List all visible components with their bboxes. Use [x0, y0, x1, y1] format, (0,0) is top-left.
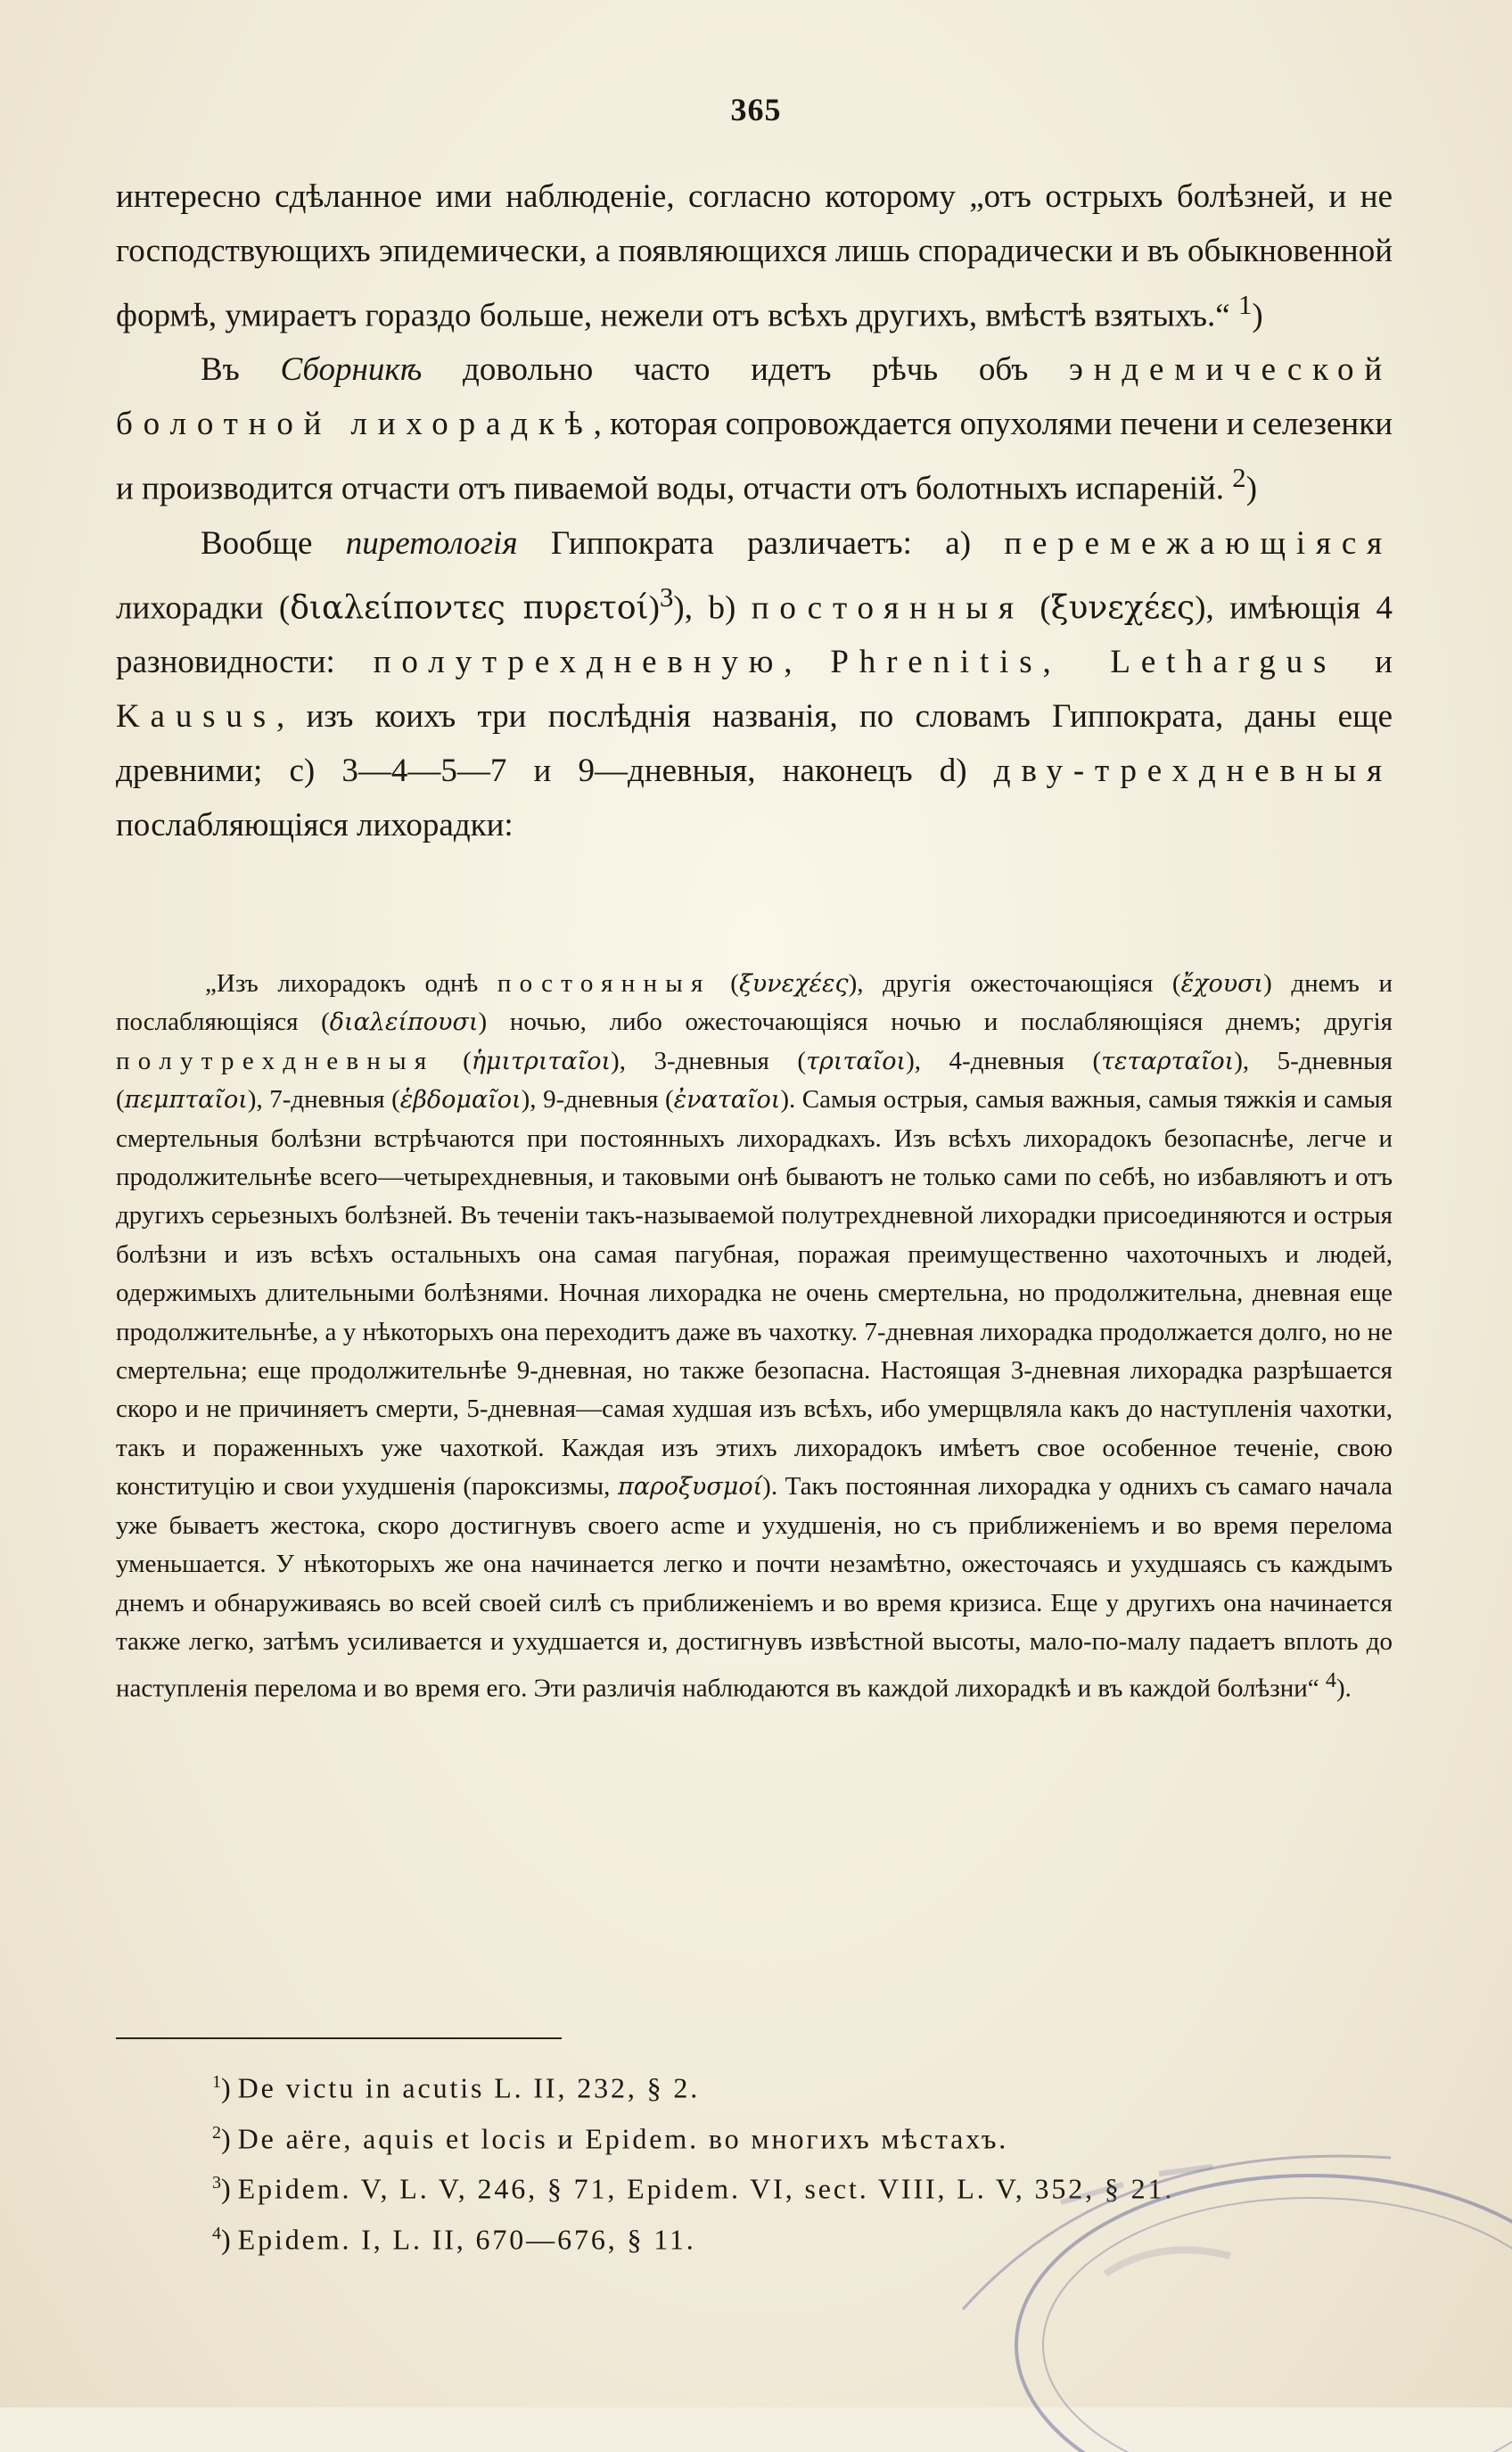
- quote-segment: ἔχουσι: [1180, 970, 1264, 998]
- quote-segment: ), другія ожесточающіяся (: [848, 969, 1181, 998]
- text-segment: интересно сдѣланное ими наблюденіе, согласно которому „отъ острыхъ болѣзней, и не господствующихъ эпидемически, а появляющихся лишь спорадически и въ обыкновенной формѣ, умираетъ гораздо больше, нежели отъ всѣхъ другихъ, вмѣстѣ взятыхъ.“: [116, 178, 1393, 334]
- footnote-text: Epidem. V, L. V, 246, § 71, Epidem. VI, sect. VIII, L. V, 352, § 21.: [237, 2172, 1175, 2205]
- text-segment: довольно часто идетъ рѣчь объ: [422, 351, 1069, 389]
- quote-segment: ) днемъ и послабляющіяся (: [116, 969, 1393, 1037]
- footnote-text: De victu in acutis L. II, 232, § 2.: [237, 2071, 701, 2104]
- paragraph-2: [116, 342, 1393, 515]
- text-segment: ,: [784, 643, 831, 680]
- text-segment: дву-трехдневныя: [993, 752, 1393, 789]
- quotation-text: [116, 965, 1393, 1708]
- quote-segment: 4: [1325, 1668, 1336, 1693]
- quote-segment: τεταρταῖοι: [1101, 1047, 1235, 1075]
- quote-segment: (: [434, 1046, 472, 1075]
- quote-segment: διαλείπουσι: [329, 1008, 479, 1037]
- paragraph-3: [116, 516, 1393, 852]
- text-segment: 2: [1232, 463, 1246, 494]
- quote-segment: ).: [1335, 1674, 1352, 1703]
- library-stamp-icon: [892, 2078, 1512, 2452]
- quote-segment: постоянныя: [497, 969, 711, 998]
- quote-segment: ξυνεχέες: [738, 970, 849, 998]
- footnote-mark: 4: [212, 2223, 221, 2243]
- text-segment: перемежающіяся: [1004, 524, 1393, 562]
- text-segment: Гиппократа различаетъ: a): [517, 524, 1005, 562]
- text-segment: Сборникѣ: [280, 351, 423, 389]
- text-segment: пиретологія: [345, 524, 518, 562]
- text-segment: лихорадки (: [116, 588, 291, 626]
- hippocrates-quotation: [116, 965, 1393, 1708]
- quote-segment: ). Самыя острыя, самыя важныя, самыя тяжкія и самыя смертельныя болѣзни встрѣчаются при постоянныхъ лихорадкахъ. Изъ всѣхъ лихорадокъ безопаснѣе, легче и продолжительнѣе всего—четырехдневныя, и таковыми онѣ бываютъ не только сами по себѣ, но избавляютъ и отъ другихъ серьезныхъ болѣзней. Въ теченіи такъ-называемой полутрехдневной лихорадки присоединяются и острыя болѣзни и изъ всѣхъ остальныхъ она самая пагубная, поражая преимущественно чахоточныхъ и людей, одержимыхъ длительными болѣзнями. Ночная лихорадка не очень смертельна, но продолжительна, дневная еще продолжительнѣе, а у нѣкоторыхъ она переходитъ даже въ чахотку. 7-дневная лихорадка продолжается долго, но не смертельна; еще продолжительнѣе 9-дневная, но также безопасна. Настоящая 3-дневная лихорадка разрѣшается скоро и не причиняетъ смерти, 5-дневная—самая худшая изъ всѣхъ, ибо умерщвляла какъ до наступленія чахотки, такъ и пораженныхъ уже чахоткой. Каждая изъ этихъ лихорадокъ имѣетъ свое особенное теченіе, свою конституцію и свои ухудшенія (пароксизмы,: [116, 1085, 1393, 1502]
- footnote-mark: 2: [212, 2122, 221, 2143]
- text-segment: полутрехдневную: [373, 643, 785, 680]
- text-segment: постоянныя: [751, 588, 1024, 626]
- footnote-mark: 1: [212, 2072, 221, 2092]
- text-segment: , которая сопровождается опухолями печени и селезенки и производится отчасти отъ пиваемой воды, отчасти отъ болотныхъ испареній.: [116, 406, 1393, 507]
- page-number: 365: [730, 92, 782, 128]
- text-segment: διαλείποντες πυρετοί: [290, 588, 649, 626]
- quote-segment: полутрехдневныя: [116, 1046, 435, 1075]
- text-segment: Вообще: [201, 524, 346, 562]
- text-segment: послабляющіяся лихорадки:: [116, 806, 514, 843]
- paragraph-1: [116, 169, 1393, 342]
- text-segment: 3: [659, 581, 674, 613]
- text-segment: , изъ коихъ три послѣднія названія, по словамъ Гиппократа, даны еще древними; c) 3—4—5—7 и 9—дневныя, наконецъ d): [116, 697, 1393, 789]
- footnote-rule: [116, 2037, 562, 2039]
- quote-segment: παροξυσμοί: [617, 1473, 763, 1502]
- text-segment: эндемической болотной лихорадкѣ: [116, 351, 1393, 443]
- footnote-text: Epidem. I, L. II, 670—676, § 11.: [237, 2223, 696, 2256]
- footnote-text: De aëre, aquis et locis и Epidem. во многихъ мѣстахъ.: [237, 2122, 1009, 2155]
- text-segment: Phrenitis, Lethargus: [830, 643, 1337, 680]
- quote-segment: τριταῖοι: [806, 1047, 907, 1075]
- footnote-3: $^3$) Epidem. V, L. V, 246, § 71, Epidem. VI, sect. VIII, L. V, 352, § 21.: [212, 2172, 1175, 2205]
- text-segment: ), b): [673, 588, 752, 626]
- quote-segment: ) ночью, либо ожесточающіяся ночью и послабляющіяся днемъ; другія: [478, 1008, 1393, 1037]
- quote-segment: ), 7-дневныя (: [247, 1085, 400, 1115]
- quote-segment: „Изъ лихорадокъ однѣ: [205, 969, 497, 998]
- quote-segment: ), 5-дневныя (: [116, 1046, 1393, 1115]
- footnote-4: $^4$) Epidem. I, L. II, 670—676, § 11.: [212, 2223, 696, 2256]
- quote-segment: ), 3-дневныя (: [611, 1046, 807, 1075]
- quote-segment: πεμπταῖοι: [124, 1086, 248, 1115]
- quote-segment: (: [711, 969, 739, 998]
- main-text: [116, 169, 1393, 852]
- text-segment: (: [1023, 588, 1051, 626]
- text-segment: Kausus: [116, 697, 276, 735]
- text-segment: 1: [1237, 290, 1253, 320]
- quote-segment: ἐναταῖοι: [673, 1086, 781, 1115]
- footnote-2: $^2$) De aëre, aquis et locis и Epidem. во многихъ мѣстахъ.: [212, 2122, 1009, 2155]
- text-segment: ): [1245, 470, 1258, 507]
- text-segment: ), имѣющія 4 разновидности:: [116, 588, 1393, 680]
- text-segment: ξυνεχέες: [1050, 588, 1196, 626]
- text-segment: Въ: [201, 351, 281, 389]
- text-segment: и: [1336, 643, 1393, 680]
- footnote-mark: 3: [212, 2173, 221, 2193]
- quote-segment: ). Такъ постоянная лихорадка у однихъ съ самаго начала уже бываетъ жестока, скоро достигнувъ своего acme и ухудшенія, но съ приближеніемъ и во время перелома уменьшается. У нѣкоторыхъ же она начинается легко и почти незамѣтно, ожесточаясь и ухудшаясь съ каждымъ днемъ и обнаруживаясь во всей своей силѣ съ приближеніемъ и во время кризиса. Еще у другихъ она начинается также легко, затѣмъ усиливается и ухудшается и, достигнувъ извѣстной высоты, мало-по-малу падаетъ вплоть до наступленія перелома и во время его. Эти различія наблюдаются въ каждой лихорадкѣ и въ каждой болѣзни“: [116, 1472, 1393, 1703]
- text-segment: ): [648, 588, 660, 626]
- footnote-1: $^1$) De victu in acutis L. II, 232, § 2.: [212, 2071, 701, 2104]
- quote-segment: ἑβδομαῖοι: [399, 1086, 522, 1115]
- quote-segment: ), 9-дневныя (: [521, 1085, 674, 1115]
- text-segment: ): [1252, 297, 1263, 334]
- quote-segment: ), 4-дневныя (: [906, 1046, 1102, 1075]
- quote-segment: ἡμιτριταῖοι: [471, 1047, 612, 1075]
